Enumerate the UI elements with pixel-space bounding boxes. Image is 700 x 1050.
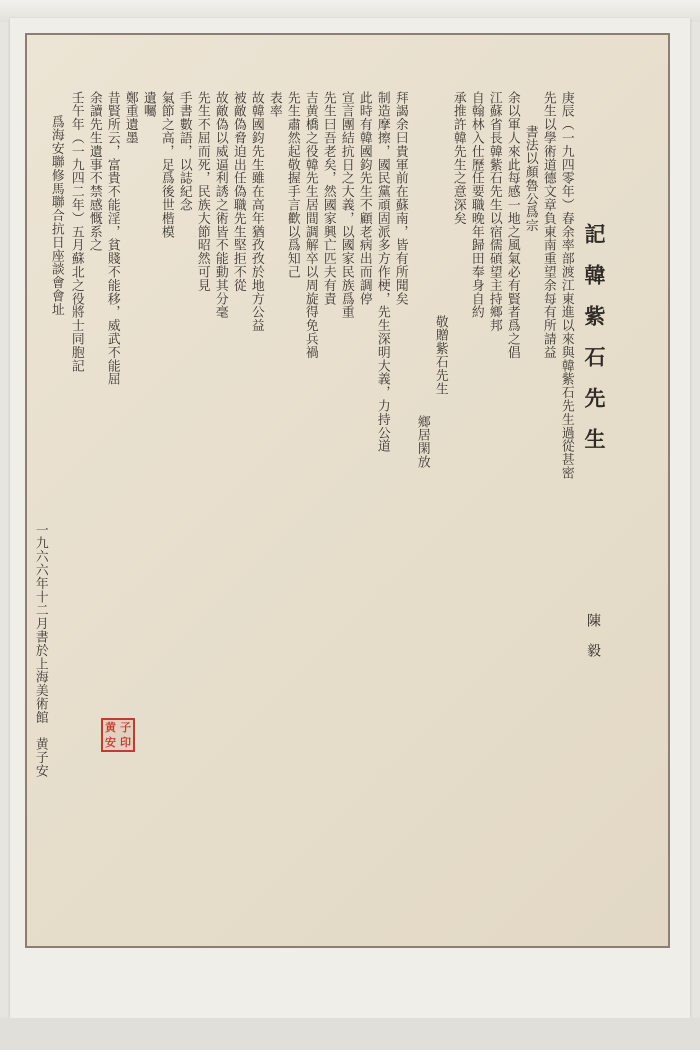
text-column: 此時有韓國鈞先生不顧老病出而調停	[356, 91, 372, 306]
text-column: 故韓國鈞先生雖在高年猶孜孜於地方公益	[248, 91, 264, 333]
text-column: 庚辰（一九四零年）春余率部渡江東進以來與韓紫石先生過從甚密	[558, 91, 574, 480]
document-title: 記韓紫石先生	[582, 223, 607, 469]
text-column: 先生肅然起敬握手言歡以爲知己	[284, 91, 300, 279]
author-signature: 陳毅	[585, 613, 601, 673]
location-note: 爲海安聯修馬聯合抗日座談會會址	[48, 115, 64, 316]
calligraphy-paper	[25, 33, 670, 948]
text-column: 氣節之高，足爲後世楷模	[158, 91, 174, 239]
text-column: 承推許韓先生之意深矣	[450, 91, 466, 225]
text-column: 先生不屈而死，民族大節昭然可見	[194, 91, 210, 292]
text-column: 鄭重遺墨	[122, 91, 138, 145]
text-column: 被敵偽脅迫出任偽職先生堅拒不從	[230, 91, 246, 292]
text-column: 手書數語，以誌紀念	[176, 91, 192, 212]
seal-glyph: 黄	[105, 721, 116, 734]
text-column: 書法以顏魯公爲宗	[522, 125, 538, 233]
text-column: 江蘇省長韓紫石先生以宿儒碩望主持鄉邦	[486, 91, 502, 333]
text-column: 故敵偽以威逼利誘之術皆不能動其分毫	[212, 91, 228, 319]
text-column: 遺囑	[140, 91, 156, 118]
text-column: 表率	[266, 91, 282, 118]
text-column: 敬贈紫石先生	[432, 315, 448, 396]
seal-glyph: 子	[120, 721, 131, 734]
text-column: 壬午年（一九四二年）五月蘇北之役將士同胞記	[68, 91, 84, 373]
text-column: 先生以學術道德文章負東南重望余每有所請益	[540, 91, 556, 359]
seal-glyph: 印	[120, 736, 131, 749]
colophon-inscription: 一九六六年十二月書於上海美術館 黄子安	[32, 523, 48, 778]
text-column: 昔賢所云，富貴不能淫，貧賤不能移，威武不能屈	[104, 91, 120, 386]
text-column: 拜謁余曰貴軍前在蘇南，皆有所聞矣	[392, 91, 408, 306]
text-column: 余以軍人來此每感一地之風氣必有賢者爲之倡	[504, 91, 520, 359]
seal-glyph: 安	[105, 736, 116, 749]
text-column: 先生曰吾老矣，然國家興亡匹夫有責	[320, 91, 336, 306]
red-seal-stamp	[101, 718, 135, 752]
wall-floor	[0, 1018, 700, 1050]
text-column: 鄉居閑放	[414, 415, 430, 469]
text-column: 余讀先生遺事不禁感慨系之	[86, 91, 102, 252]
text-column: 自翰林入仕歷任要職晚年歸田奉身自約	[468, 91, 484, 319]
text-column: 制造摩擦，國民黨頑固派多方作梗，先生深明大義，力持公道	[374, 91, 390, 453]
text-column: 吉黄橋之役韓先生居間調解卒以周旋得免兵禍	[302, 91, 318, 359]
text-column: 宣言團結抗日之大義，以國家民族爲重	[338, 91, 354, 319]
